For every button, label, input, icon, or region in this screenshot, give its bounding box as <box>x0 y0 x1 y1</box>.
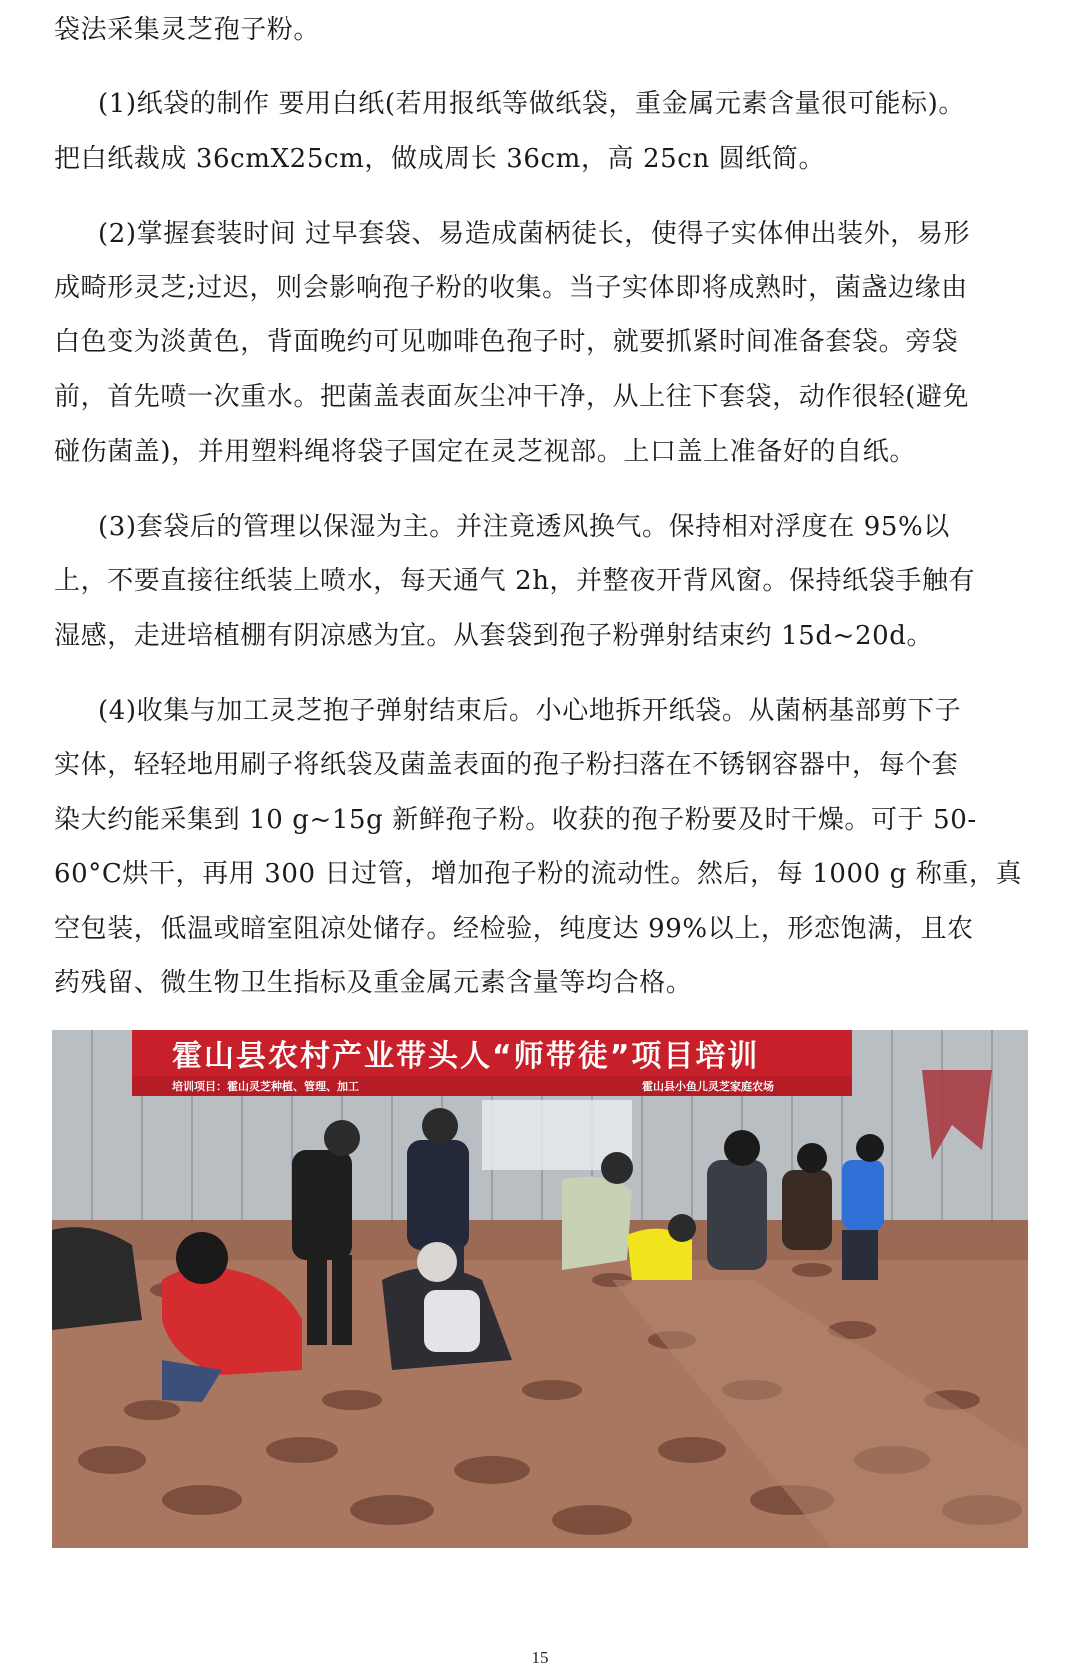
text-line: (4)收集与加工灵芝抱子弹射结束后。小心地拆开纸袋。从菌柄基部剪下子 <box>98 696 962 726</box>
page-number: 15 <box>531 1648 549 1667</box>
text-line: (1)纸袋的制作 要用白纸(若用报纸等做纸袋，重金属元素含量很可能标)。 <box>98 89 965 119</box>
text-line: 60°C烘干，再用 300 日过管，增加孢子粉的流动性。然后，每 1000 g 称重，真 <box>54 859 1023 889</box>
text-line: 染大约能采集到 10 g~15g 新鲜孢子粉。收获的孢子粉要及时干燥。可于 50- <box>54 805 977 835</box>
text-line: 湿感，走进培植棚有阴凉感为宜。从套袋到孢子粉弹射结束约 15d~20d。 <box>54 621 934 651</box>
banner-subtitle-left: 培训项目：霍山灵芝种植、管理、加工 <box>172 1080 359 1093</box>
text-line: (3)套袋后的管理以保湿为主。并注竟透风换气。保持相对浮度在 95%以 <box>98 512 950 542</box>
text-line: 成畸形灵芝;过迟，则会影响孢子粉的收集。当子实体即将成熟时，菌盏边缘由 <box>54 273 968 303</box>
text-line: 药残留、微生物卫生指标及重金属元素含量等均合格。 <box>54 968 693 998</box>
text-line: 袋法采集灵芝孢子粉。 <box>54 15 321 45</box>
text-line: 上，不要直接往纸装上喷水，每天通气 2h，并整夜开背风窗。保持纸袋手触有 <box>54 566 976 596</box>
text-line: (2)掌握套装时间 过早套袋、易造成菌柄徒长，使得子实体伸出装外，易形 <box>98 219 971 249</box>
text-line: 碰伤菌盖)，并用塑料绳将袋子国定在灵芝视部。上口盖上准备好的自纸。 <box>54 437 916 467</box>
text-line: 前，首先喷一次重水。把菌盖表面灰尘冲干净，从上往下套袋，动作很轻(避免 <box>54 382 970 412</box>
text-line: 空包装，低温或暗室阻凉处储存。经检验，纯度达 99%以上，形恋饱满，且农 <box>54 914 974 944</box>
training-photo <box>52 1030 1028 1548</box>
banner-subtitle-right: 霍山县小鱼儿灵芝家庭农场 <box>642 1080 774 1093</box>
text-line: 把白纸裁成 36cmX25cm，做成周长 36cm，高 25cn 圆纸简。 <box>54 144 826 174</box>
banner-title: 霍山县农村产业带头人“师带徒”项目培训 <box>172 1039 760 1074</box>
text-line: 实体，轻轻地用刷子将纸袋及菌盖表面的孢子粉扫落在不锈钢容器中，每个套 <box>54 750 959 780</box>
text-line: 白色变为淡黄色，背面晚约可见咖啡色孢子时，就要抓紧时间准备套袋。旁袋 <box>54 327 959 357</box>
training-banner <box>132 1030 852 1096</box>
